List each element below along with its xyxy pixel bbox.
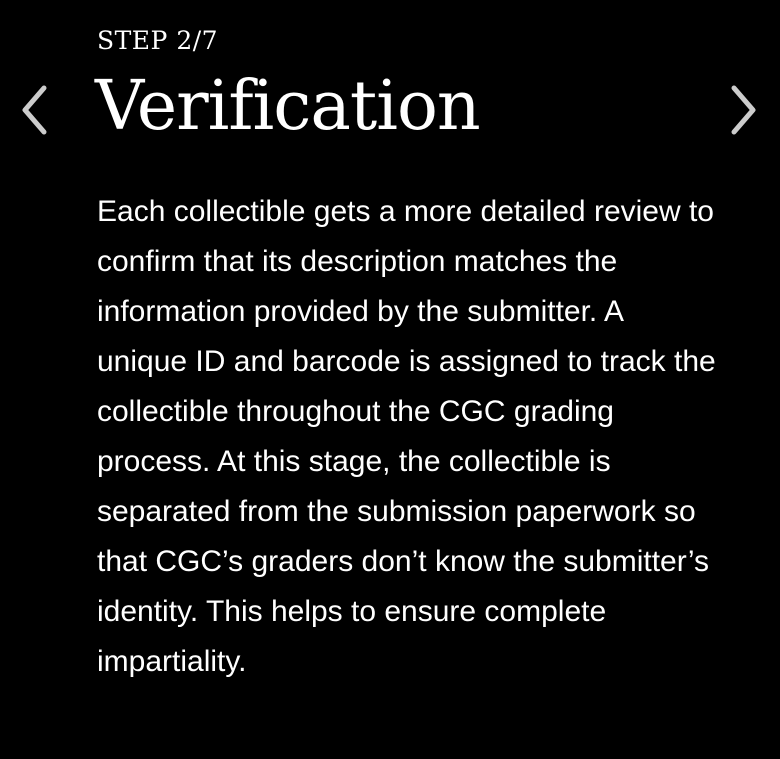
chevron-left-icon	[16, 84, 52, 136]
step-counter: STEP 2/7	[97, 26, 219, 55]
previous-step-button[interactable]	[16, 84, 52, 136]
step-title: Verification	[95, 67, 480, 146]
next-step-button[interactable]	[726, 84, 762, 136]
step-description: Each collectible gets a more detailed review to confirm that its description matches the information provided by the submitter. A unique ID and barcode is assigned to track the collectible throughout the CGC grading process. At this stage, the collectible is separated from the submission paperwork so that CGC’s graders don’t know the submitter’s identity. This helps to ensure complete impartiality.	[97, 195, 716, 678]
chevron-right-icon	[726, 84, 762, 136]
